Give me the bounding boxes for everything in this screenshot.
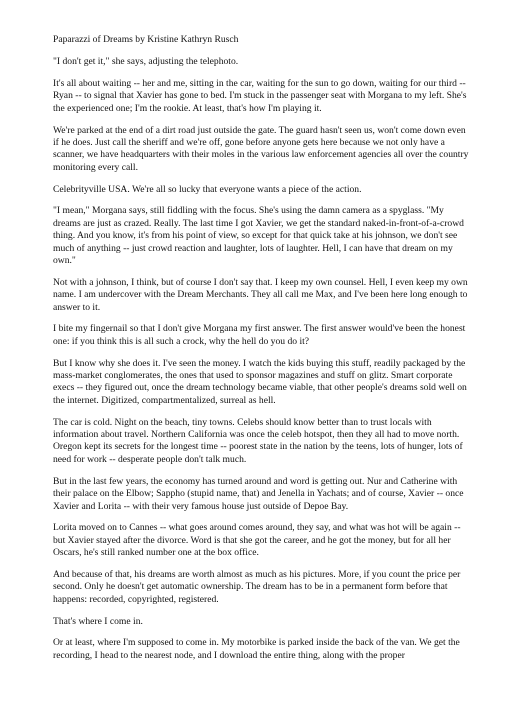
paragraph-10: But in the last few years, the economy has turned around and word is getting out. Nur and Catherine with their palace on the Elbow; Sappho (stupid name, that) and Jenella in Yachats; and of course, Xavier -- once Xavier and Lorita -- with their very famous house just outside of Depoe Bay. (53, 475, 464, 512)
paragraph-9: The car is cold. Night on the beach, tiny towns. Celebs should know better than to trust locals with information about travel. Northern California was once the celeb hotspot, then they all had to move north. Oregon kept its secrets for the longest time -- poorest state in the nation by the teens, lots of hunger, lots of need for work -- desperate people don't talk much. (53, 416, 463, 465)
paragraph-6: Not with a johnson, I think, but of course I don't say that. I keep my own counsel. Hell, I even keep my own name. I am undercover with the Dream Merchants. They all call me Max, and I've been here long enough to answer to it. (53, 276, 468, 313)
paragraph-12: And because of that, his dreams are worth almost as much as his pictures. More, if you count the price per second. Only he doesn't get automatic ownership. The dream has to be in a permanent form before that happens: recorded, copyrighted, registered. (53, 568, 461, 605)
paragraph-3: We're parked at the end of a dirt road just outside the gate. The guard hasn't seen us, won't come down even if he does. Just call the sheriff and we're off, gone before anyone gets here because we not only have a scanner, we have headquarters with their moles in the various law enforcement agencies all over the country monitoring every call. (53, 124, 469, 173)
paragraph-2: It's all about waiting -- her and me, sitting in the car, waiting for the sun to go down, waiting for our third -- Ryan -- to signal that Xavier has gone to bed. I'm stuck in the passenger seat with Morgana to my left. She's the experienced one; I'm the rookie. At least, that's how I'm playing it. (53, 78, 467, 114)
paragraph-14: Or at least, where I'm supposed to come in. My motorbike is parked inside the back of the van. We get the recording, I head to the nearest node, and I download the entire thing, along with the proper (53, 637, 460, 661)
document-title: Paparazzi of Dreams by Kristine Kathryn Rusch (53, 34, 239, 45)
paragraph-11: Lorita moved on to Cannes -- what goes around comes around, they say, and what was hot will be again -- but Xavier stayed after the divorce. Word is that she got the career, and he got the money, but for all her Oscars, he's still ranked number one at the box office. (53, 522, 461, 559)
paragraph-1: "I don't get it," she says, adjusting the telephoto. (53, 56, 239, 68)
paragraph-8: But I know why she does it. I've seen the money. I watch the kids buying this stuff, readily packaged by the mass-market conglomerates, the ones that used to sponsor magazines and stuff on glitz. Smart corporate execs -- they figured out, once the dream technology became viable, that other people's dreams sold well on the internet. Digitized, compartmentalized, surreal as hell. (53, 357, 467, 406)
paragraph-7: I bite my fingernail so that I don't give Morgana my first answer. The first answer would've been the honest one: if you think this is all such a crock, why the hell do you do it? (53, 323, 466, 347)
paragraph-13: That's where I come in. (53, 615, 143, 627)
document-page (53, 34, 471, 672)
paragraph-5: "I mean," Morgana says, still fiddling with the focus. She's using the damn camera as a spyglass. "My dreams are just as crazed. Really. The last time I got Xavier, we get the standard naked-in-front-of-a-crowd thing. And you know, it's from his point of view, so except for that quick take at his johnson, we don't see much of anything -- just crowd reaction and laughter, lots of laughter. Hell, I can have that dream on my own." (53, 205, 464, 267)
paragraph-4: Celebrityville USA. We're all so lucky that everyone wants a piece of the action. (53, 183, 362, 195)
